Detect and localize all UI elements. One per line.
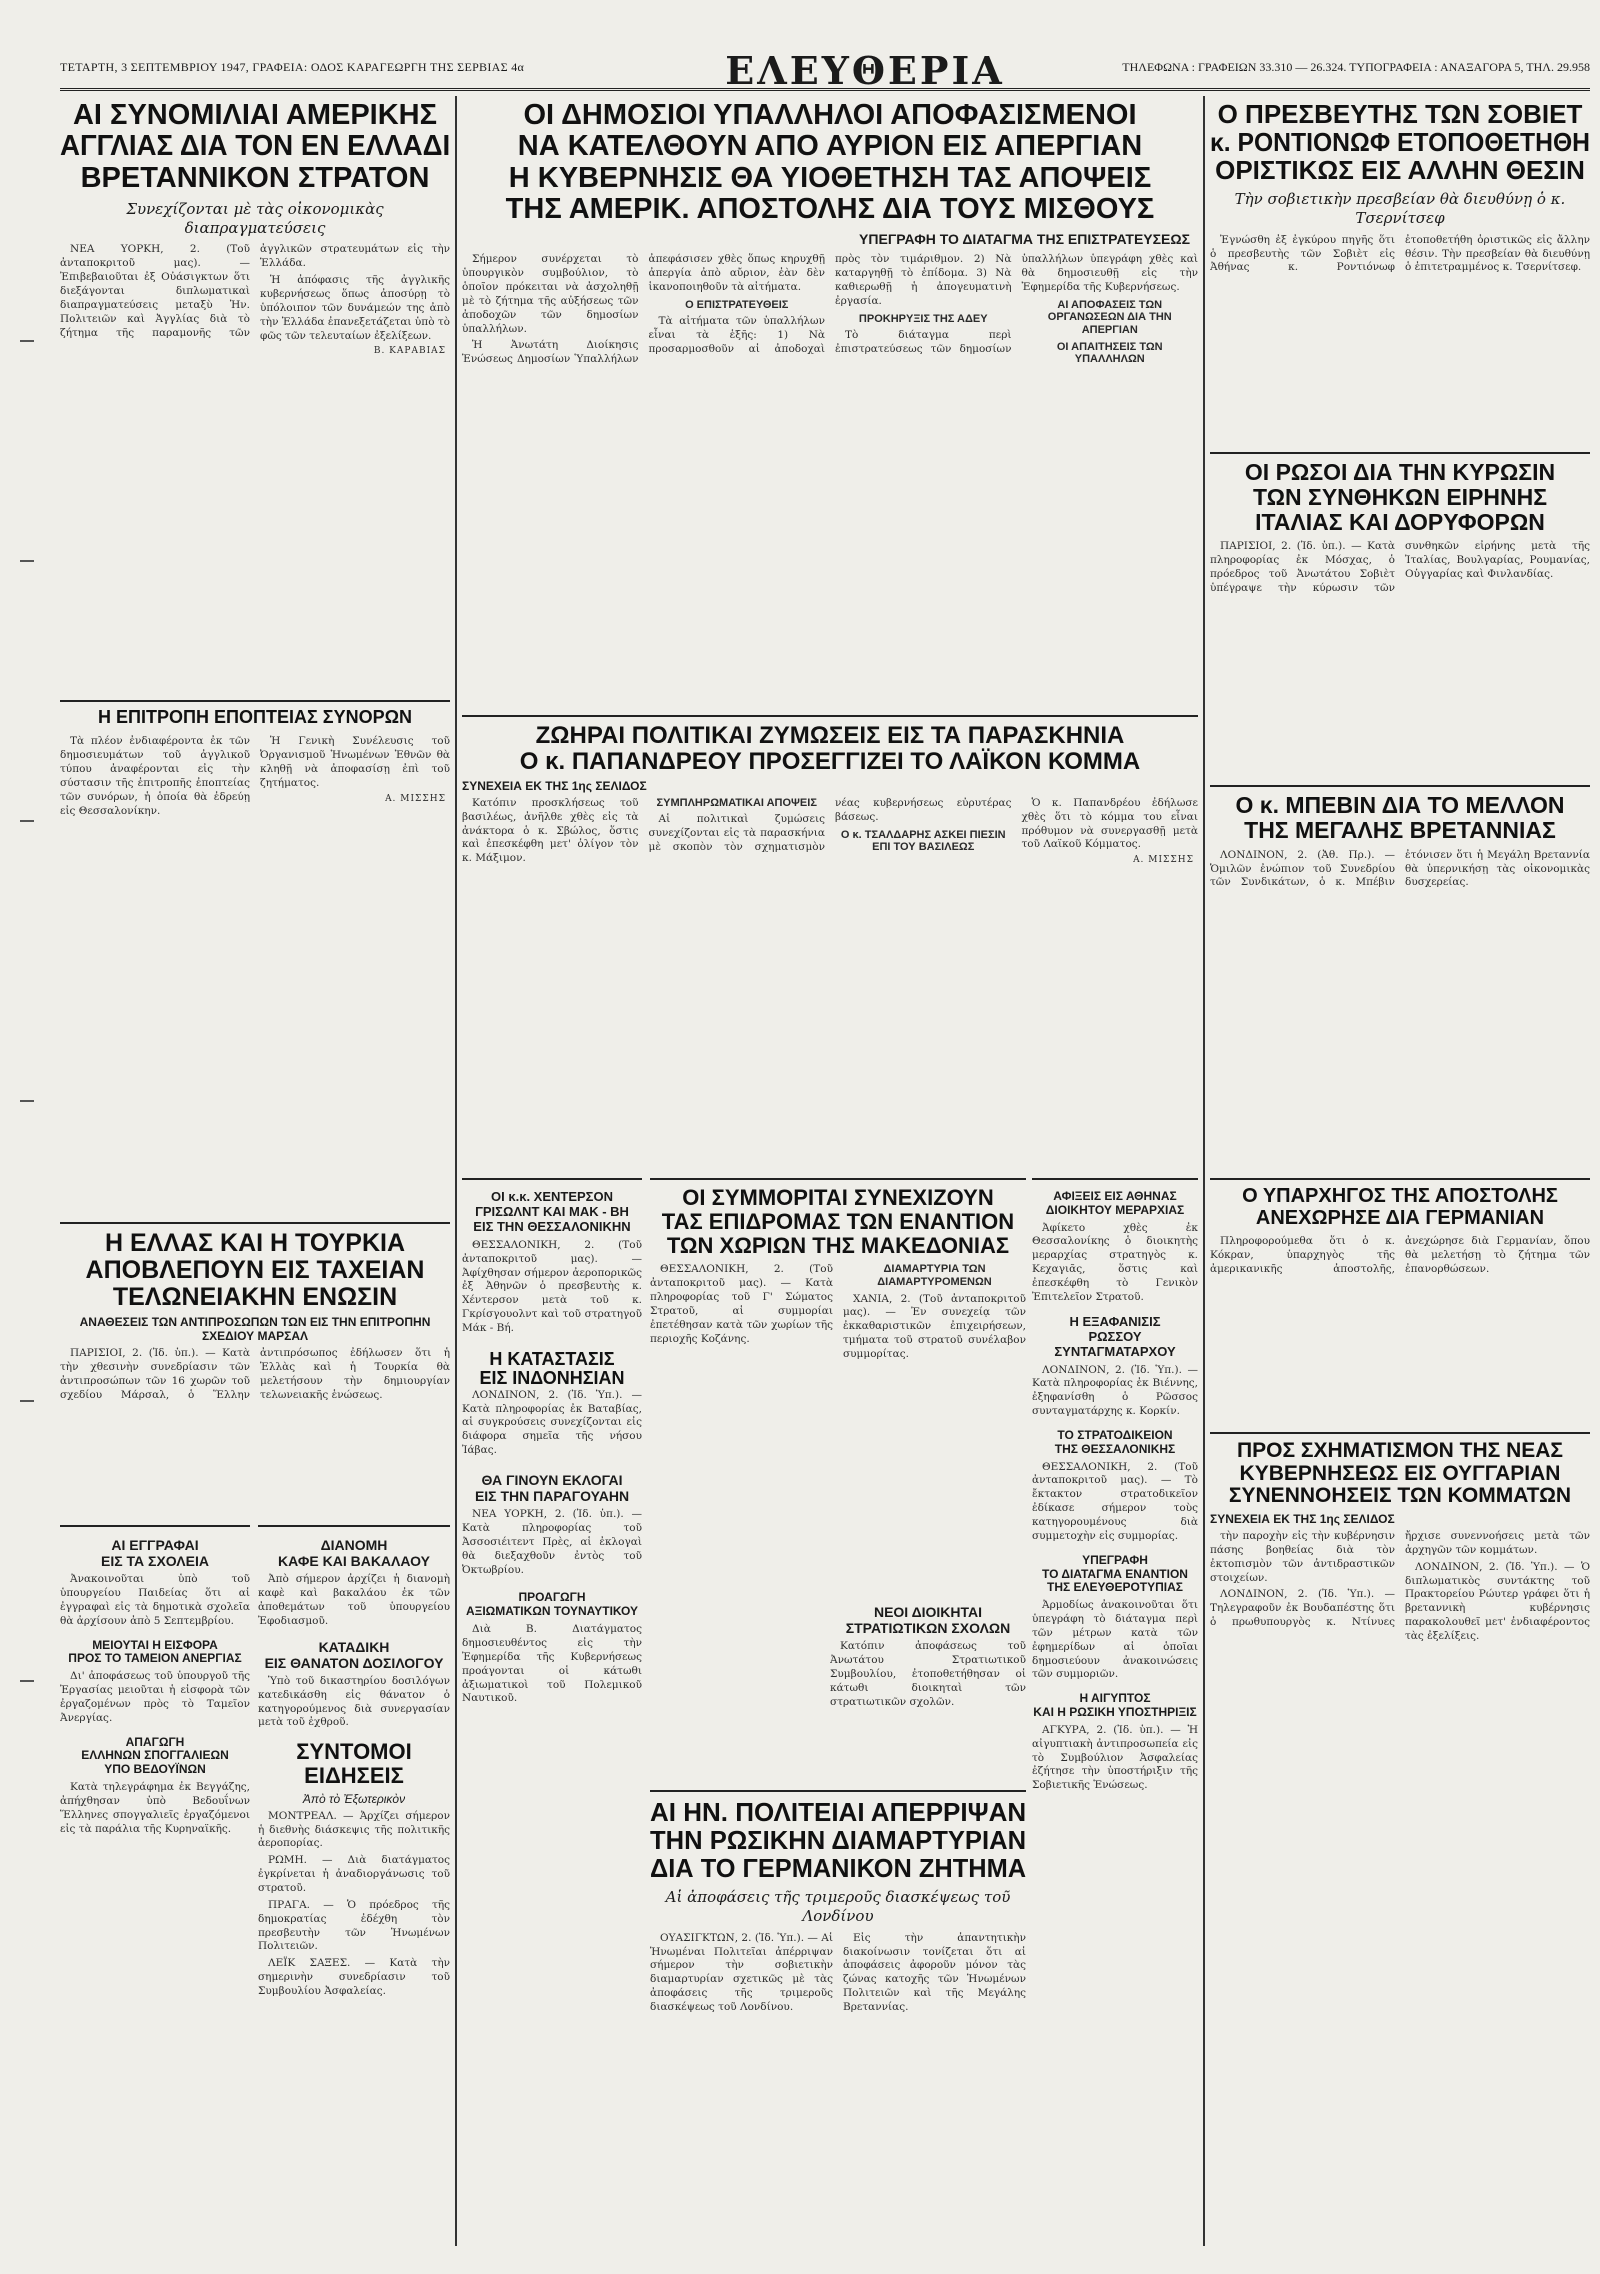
article-body: Ἀρμοδίως ἀνακοινοῦται ὅτι ὑπεγράφη τὸ διάταγμα περὶ τῶν μέτρων κατὰ τῶν ἐφημερίδων αἱ ὁποῖαι δημοσιεύουν ἀνακοινώσεις τῶν συμμοριῶν.	[1032, 1599, 1198, 1681]
headline: Η ΕΞΑΦΑΝΙΣΙΣ ΡΩΣΣΟΥ ΣΥΝΤΑΓΜΑΤΑΡΧΟΥ	[1054, 1313, 1176, 1359]
headline: ΣΥΝΤΟΜΟΙ ΕΙΔΗΣΕΙΣ	[296, 1739, 412, 1788]
article-body: ΛΟΝΔΙΝΟΝ, 2. (Ἰδ. Ὑπ.). — Κατὰ πληροφορίας ἐκ Βιέννης, ἐξηφανίσθη ὁ Ρῶσσος συνταγματάρχης κ. Κορκίν.	[1032, 1363, 1198, 1418]
article-body: Ἀφίκετο χθὲς ἐκ Θεσσαλονίκης ὁ διοικητὴς μεραρχίας στρατηγὸς κ. Κεχαγιᾶς, ὅστις καὶ ἐπεσκέφθη τὸ Γενικὸν Ἐπιτελεῖον Στρατοῦ.	[1032, 1221, 1198, 1303]
article-body: Ἐγνώσθη ἐξ ἐγκύρου πηγῆς ὅτι ὁ πρεσβευτὴς τῶν Σοβιὲτ εἰς Ἀθήνας κ. Ροντιόνωφ ἐτοποθετήθη ὁριστικῶς εἰς ἄλλην θέσιν. Τὴν πρεσβείαν θὰ διευθύνῃ ὁ ἐπιτετραμμένος κ. Τσερνίτσεφ.	[1210, 233, 1590, 274]
newspaper-title: ΕΛΕΥΘΕΡΙΑ	[725, 48, 1005, 93]
deck: ΣΥΝΕΧΕΙΑ ΕΚ ΤΗΣ 1ης ΣΕΛΙΔΟΣ	[1210, 1512, 1395, 1527]
article-new-school-commanders	[830, 1600, 1026, 1780]
article-body: ΠΑΡΙΣΙΟΙ, 2. (Ἰδ. ὑπ.). — Κατὰ πληροφορίας ἐκ Μόσχας, ὁ πρόεδρος τοῦ Ἀνωτάτου Σοβιὲτ ὑπέγραψε τὴν κύρωσιν τῶν συνθηκῶν εἰρήνης μετὰ τῆς Ἰταλίας, Βουλγαρίας, Ρουμανίας, Οὑγγαρίας καὶ Φινλανδίας.	[1210, 540, 1590, 595]
article-body: ΝΕΑ ΥΟΡΚΗ, 2. (Τοῦ ἀνταποκριτοῦ μας). — Ἐπιβεβαιοῦται ἐξ Οὐάσιγκτων ὅτι διεξάγονται διπλωματικαὶ διαπραγματεύσεις μεταξὺ Ἡν. Πολιτειῶν καὶ Ἀγγλίας διὰ τὸ ζήτημα τῆς παραμονῆς τῶν ἀγγλικῶν στρατευμάτων εἰς τὴν Ἑλλάδα. Ἡ ἀπόφασις τῆς ἀγγλικῆς κυβερνήσεως ὅπως ἀποσύρῃ τὸ ὑπόλοιπον τῶν δυνάμεών της ἀπὸ τὴν Ἑλλάδα ἐπανεξετάζεται ὑπὸ τὸ φῶς τῶν τελευταίων ἐξελίξεων. Β. ΚΑΡΑΒΙΑΣ	[60, 243, 450, 357]
headline: ΑΙ ΕΓΓΡΑΦΑΙ ΕΙΣ ΤΑ ΣΧΟΛΕΙΑ	[101, 1537, 209, 1570]
article-hungary-government	[1210, 1432, 1590, 2254]
headline: ΤΟ ΣΤΡΑΤΟΔΙΚΕΙΟΝ ΤΗΣ ΘΕΣΣΑΛΟΝΙΚΗΣ	[1054, 1428, 1176, 1456]
column-rule	[455, 96, 457, 2246]
subheadline: Αἱ ἀποφάσεις τῆς τριμεροῦς διασκέψεως τοῦ Λονδίνου	[665, 1888, 1011, 1925]
headline: ΝΕΟΙ ΔΙΟΙΚΗΤΑΙ ΣΤΡΑΤΙΩΤΙΚΩΝ ΣΧΟΛΩΝ	[845, 1604, 1011, 1637]
article-us-rejected-russian-protest	[650, 1790, 1026, 2254]
headline: ΘΑ ΓΙΝΟΥΝ ΕΚΛΟΓΑΙ ΕΙΣ ΤΗΝ ΠΑΡΑΓΟΥΑΗΝ	[474, 1472, 630, 1505]
byline: Α. ΜΙΣΣΗΣ	[1133, 855, 1194, 866]
article-american-british-talks	[60, 100, 450, 700]
article-body: Σήμερον συνέρχεται τὸ ὑπουργικὸν συμβούλιον, τὸ ὁποῖον πρόκειται νὰ ἀσχοληθῇ μὲ τὸ ζήτημα τῆς αὐξήσεως τῶν ἀποδοχῶν τῶν δημοσίων ὑπαλλήλων. Ἡ Ἀνωτάτη Διοίκησις Ἑνώσεως Δημοσίων Ὑπαλλήλων ἀπεφάσισεν χθὲς ὅπως κηρυχθῇ ἀπεργία ἀπὸ αὔριον, ἐὰν δὲν ἱκανοποιηθοῦν τὰ αἰτήματα. Ο ΕΠΙΣΤΡΑΤΕΥΘΕΙΣ Τὰ αἰτήματα τῶν ὑπαλλήλων εἶναι τὰ ἑξῆς: 1) Νὰ προσαρμοσθοῦν αἱ ἀποδοχαὶ πρὸς τὸν τιμάριθμον. 2) Νὰ καταργηθῇ τὸ ἐπίδομα. 3) Νὰ καθιερωθῇ ἡ ἀπογευματινὴ ἐργασία. ΠΡΟΚΗΡΥΞΙΣ ΤΗΣ ΑΔΕΥ Τὸ διάταγμα περὶ ἐπιστρατεύσεως τῶν δημοσίων ὑπαλλήλων ὑπεγράφη χθὲς καὶ θὰ δημοσιευθῇ εἰς τὴν Ἐφημερίδα τῆς Κυβερνήσεως. ΑΙ ΑΠΟΦΑΣΕΙΣ ΤΩΝ ΟΡΓΑΝΩΣΕΩΝ ΔΙΑ ΤΗΝ ΑΠΕΡΓΙΑΝ ΟΙ ΑΠΑΙΤΗΣΕΙΣ ΤΩΝ ΥΠΑΛΛΗΛΩΝ	[462, 253, 1198, 366]
column-rule	[1203, 96, 1205, 2246]
binding-margin	[6, 300, 46, 1900]
article-body: ΘΕΣΣΑΛΟΝΙΚΗ, 2. (Τοῦ ἀνταποκριτοῦ μας). — Τὸ ἔκτακτον στρατοδικεῖον ἐδίκασε σήμερον τοὺς κατηγορουμένους διὰ συμμετοχὴν εἰς συμμορίας.	[1032, 1460, 1198, 1542]
headline: Ο κ. ΜΠΕΒΙΝ ΔΙΑ ΤΟ ΜΕΛΛΟΝ ΤΗΣ ΜΕΓΑΛΗΣ ΒΡΕΤΑΝΝΙΑΣ	[1235, 792, 1565, 843]
headline: ΟΙ κ.κ. ΧΕΝΤΕΡΣΟΝ ΓΡΙΣΩΛΝΤ ΚΑΙ ΜΑΚ - ΒΗ ΕΙΣ ΤΗΝ ΘΕΣΣΑΛΟΝΙΚΗΝ	[473, 1189, 631, 1234]
article-body: Δι' ἀποφάσεως τοῦ ὑπουργοῦ τῆς Ἐργασίας μειοῦται ἡ εἰσφορὰ τῶν ἐργαζομένων πρὸς τὸ Ταμεῖον Ἀνεργίας.	[60, 1670, 250, 1724]
headline: ΠΡΟΣ ΣΧΗΜΑΤΙΣΜΟΝ ΤΗΣ ΝΕΑΣ ΚΥΒΕΡΝΗΣΕΩΣ ΕΙΣ ΟΥΓΓΑΡΙΑΝ ΣΥΝΕΝΝΟΗΣΕΙΣ ΤΩΝ ΚΟΜΜΑΤΩΝ	[1228, 1439, 1572, 1508]
headline: Η ΕΛΛΑΣ ΚΑΙ Η ΤΟΥΡΚΙΑ ΑΠΟΒΛΕΠΟΥΝ ΕΙΣ ΤΑΧΕΙΑΝ ΤΕΛΩΝΕΙΑΚΗΝ ΕΝΩΣΙΝ	[85, 1229, 425, 1311]
headline: Η ΕΠΙΤΡΟΠΗ ΕΠΟΠΤΕΙΑΣ ΣΥΝΟΡΩΝ	[97, 707, 413, 727]
article-greece-turkey-customs	[60, 1222, 450, 1530]
article-body: Ἀνακοινοῦται ὑπὸ τοῦ ὑπουργείου Παιδείας ὅτι αἱ ἐγγραφαὶ εἰς τὰ δημοτικὰ σχολεῖα θὰ ἀρχίσουν ἀπὸ 5 Σεπτεμβρίου.	[60, 1573, 250, 1627]
headline: ΖΩΗΡΑΙ ΠΟΛΙΤΙΚΑΙ ΖΥΜΩΣΕΙΣ ΕΙΣ ΤΑ ΠΑΡΑΣΚΗΝΙΑ Ο κ. ΠΑΠΑΝΔΡΕΟΥ ΠΡΟΣΕΓΓΙΖΕΙ ΤΟ ΛΑΪΚΟΝ ΚΟΜΜΑ	[519, 722, 1141, 775]
article-body: ΛΟΝΔΙΝΟΝ, 2. (Ἀθ. Πρ.). — Ὁμιλῶν ἐνώπιον τοῦ Συνεδρίου τῶν Συνδικάτων, ὁ κ. Μπέβιν ἐτόνισεν ὅτι ἡ Μεγάλη Βρεταννία θὰ ὑπερνικήσῃ τὰς οἰκονομικὰς δυσχερείας.	[1210, 848, 1590, 889]
subheadline: Συνεχίζονται μὲ τὰς οἰκονομικὰς διαπραγματεύσεις	[126, 199, 384, 237]
article-bandits-macedonia	[650, 1178, 1026, 1606]
subheadline: Τὴν σοβιετικὴν πρεσβείαν θὰ διευθύνῃ ὁ κ. Τσερνίτσεφ	[1234, 190, 1566, 227]
masthead-phones: ΤΗΛΕΦΩΝΑ : ΓΡΑΦΕΙΩΝ 33.310 — 26.324. ΤΥΠΟΓΡΑΦΕΙΑ : ΑΝΑΞΑΓΟΡΑ 5, ΤΗΛ. 29.958	[1122, 60, 1590, 74]
article-body: ΛΟΝΔΙΝΟΝ, 2. (Ἰδ. Ὑπ.). — Κατὰ πληροφορίας ἐκ Βαταβίας, αἱ συγκρούσεις συνεχίζονται εἰς διάφορα σημεῖα τῆς νήσου Ἰάβας.	[462, 1388, 642, 1457]
article-body: Κατόπιν ἀποφάσεως τοῦ Ἀνωτάτου Στρατιωτικοῦ Συμβουλίου, ἐτοποθετήθησαν οἱ κάτωθι διοικηταὶ τῶν στρατιωτικῶν σχολῶν.	[830, 1640, 1026, 1708]
headline: Η ΚΑΤΑΣΤΑΣΙΣ ΕΙΣ ΙΝΔΟΝΗΣΙΑΝ	[479, 1348, 625, 1389]
article-body: ΘΕΣΣΑΛΟΝΙΚΗ, 2. (Τοῦ ἀνταποκριτοῦ μας). — Ἀφίχθησαν σήμερον ἀεροπορικῶς ἐξ Ἀθηνῶν ὁ πρεσβευτὴς κ. Χέντερσον μετὰ τοῦ κ. Γκρίσγουολντ καὶ τοῦ στρατηγοῦ Μάκ - Βή.	[462, 1238, 642, 1334]
article-body: Τὰ πλέον ἐνδιαφέροντα ἐκ τῶν δημοσιευμάτων τοῦ ἀγγλικοῦ τύπου ἀναφέρονται εἰς τὴν σύστασιν τῆς ἐπιτροπῆς ἐποπτείας τῶν συνόρων, ἡ ὁποία θὰ ἐδρεύῃ εἰς Θεσσαλονίκην. Ἡ Γενικὴ Συνέλευσις τοῦ Ὀργανισμοῦ Ἡνωμένων Ἐθνῶν θὰ κληθῇ νὰ ἀποφασίσῃ ἐπὶ τοῦ ζητήματος. Α. ΜΙΣΣΗΣ	[60, 735, 450, 817]
headline: ΔΙΑΝΟΜΗ ΚΑΦΕ ΚΑΙ ΒΑΚΑΛΑΟΥ	[278, 1537, 430, 1570]
deck: ΥΠΕΓΡΑΦΗ ΤΟ ΔΙΑΤΑΓΜΑ ΤΗΣ ΕΠΙΣΤΡΑΤΕΥΣΕΩΣ	[859, 231, 1190, 248]
headline: ΚΑΤΑΔΙΚΗ ΕΙΣ ΘΑΝΑΤΟΝ ΔΟΣΙΛΟΓΟΥ	[264, 1638, 444, 1671]
masthead	[60, 48, 1590, 91]
article-body: ΠΑΡΙΣΙΟΙ, 2. (Ἰδ. ὑπ.). — Κατὰ τὴν χθεσινὴν συνεδρίασιν τῶν ἀντιπροσώπων τῶν 16 χωρῶν τοῦ σχεδίου Μάρσαλ, ὁ Ἕλλην ἀντιπρόσωπος ἐδήλωσεν ὅτι ἡ Ἑλλὰς καὶ ἡ Τουρκία θὰ μελετήσουν τὴν δημιουργίαν τελωνειακῆς ἑνώσεως.	[60, 1347, 450, 1401]
headline: Ο ΠΡΕΣΒΕΥΤΗΣ ΤΩΝ ΣΟΒΙΕΤ κ. ΡΟΝΤΙΟΝΩΦ ΕΤΟΠΟΘΕΤΗΘΗ ΟΡΙΣΤΙΚΩΣ ΕΙΣ ΑΛΛΗΝ ΘΕΣΙΝ	[1210, 100, 1590, 186]
article-body: ΟΥΑΣΙΓΚΤΩΝ, 2. (Ἰδ. Ὑπ.). — Αἱ Ἡνωμέναι Πολιτεῖαι ἀπέρριψαν σήμερον τὴν σοβιετικὴν διαμαρτυρίαν σχετικῶς μὲ τὰς ἀποφάσεις τῆς τριμεροῦς διασκέψεως τοῦ Λονδίνου. Εἰς τὴν ἀπαντητικὴν διακοίνωσιν τονίζεται ὅτι αἱ ἀποφάσεις ἀφοροῦν μόνον τὰς ζώνας κατοχῆς τῶν Ἡνωμένων Πολιτειῶν καὶ τῆς Μεγάλης Βρεταννίας.	[650, 1931, 1026, 2014]
article-body: Ἀπὸ σήμερον ἀρχίζει ἡ διανομὴ καφὲ καὶ βακαλάου ἐκ τῶν ἀποθεμάτων τοῦ ὑπουργείου Ἐφοδιασμοῦ.	[258, 1573, 450, 1627]
deck: ΣΥΝΕΧΕΙΑ ΕΚ ΤΗΣ 1ης ΣΕΛΙΔΟΣ	[462, 778, 647, 793]
masthead-date-address: ΤΕΤΑΡΤΗ, 3 ΣΕΠΤΕΜΒΡΙΟΥ 1947, ΓΡΑΦΕΙΑ: ΟΔΟΣ ΚΑΡΑΓΕΩΡΓΗ ΤΗΣ ΣΕΡΒΙΑΣ 4α	[60, 60, 525, 74]
article-deputy-chief-germany	[1210, 1178, 1590, 1436]
article-bevin-future-britain	[1210, 785, 1590, 1183]
headline: ΜΕΙΟΥΤΑΙ Η ΕΙΣΦΟΡΑ ΠΡΟΣ ΤΟ ΤΑΜΕΙΟΝ ΑΝΕΡΓΙΑΣ	[68, 1637, 242, 1666]
article-body: ΑΓΚΥΡΑ, 2. (Ἰδ. ὑπ.). — Ἡ αἰγυπτιακὴ ἀντιπροσωπεία εἰς τὸ Συμβούλιον Ἀσφαλείας ἐζήτησε τὴν ὑποστήριξιν τῆς Σοβιετικῆς Ἑνώσεως.	[1032, 1723, 1198, 1792]
headline: ΟΙ ΔΗΜΟΣΙΟΙ ΥΠΑΛΛΗΛΟΙ ΑΠΟΦΑΣΙΣΜΕΝΟΙ ΝΑ ΚΑΤΕΛΘΟΥΝ ΑΠΟ ΑΥΡΙΟΝ ΕΙΣ ΑΠΕΡΓΙΑΝ Η ΚΥΒΕΡΝΗΣΙΣ ΘΑ ΥΙΟΘΕΤΗΣΗ ΤΑΣ ΑΠΟΨΕΙΣ ΤΗΣ ΑΜΕΡΙΚ. ΑΠΟΣΤΟΛΗΣ ΔΙΑ ΤΟΥΣ ΜΙΣΘΟΥΣ	[505, 100, 1155, 225]
headline: ΥΠΕΓΡΑΦΗ ΤΟ ΔΙΑΤΑΓΜΑ ΕΝΑΝΤΙΟΝ ΤΗΣ ΕΛΕΥΘΕΡΟΤΥΠΙΑΣ	[1042, 1552, 1188, 1595]
article-body: Κατόπιν προσκλήσεως τοῦ βασιλέως, ἀνῆλθε χθὲς εἰς τὰ ἀνάκτορα ὁ κ. Σβώλος, ὅστις καὶ ἐπεσκέφθη μετ' ὀλίγον τὸν κ. Μάξιμον. ΣΥΜΠΛΗΡΩΜΑΤΙΚΑΙ ΑΠΟΨΕΙΣ Αἱ πολιτικαὶ ζυμώσεις συνεχίζονται εἰς τὰ παρασκήνια μὲ σκοπὸν τὸν σχηματισμὸν νέας κυβερνήσεως εὐρυτέρας βάσεως. Ο κ. ΤΣΑΛΔΑΡΗΣ ΑΣΚΕΙ ΠΙΕΣΙΝ ΕΠΙ ΤΟΥ ΒΑΣΙΛΕΩΣ Ὁ κ. Παπανδρέου ἐδήλωσε χθὲς ὅτι τὸ κόμμα του εἶναι πρόθυμον νὰ συνεργασθῇ μετὰ τοῦ Λαϊκοῦ Κόμματος. Α. ΜΙΣΣΗΣ	[462, 796, 1198, 866]
article-body: Πληροφορούμεθα ὅτι ὁ κ. Κόκραν, ὑπαρχηγὸς τῆς ἀμερικανικῆς ἀποστολῆς, ἀνεχώρησε διὰ Γερμανίαν, ὅπου θὰ μελετήσῃ τὸ ζήτημα τῶν ἐπανορθώσεων.	[1210, 1235, 1590, 1275]
article-russians-peace-treaties	[1210, 452, 1590, 790]
headline: ΑΠΑΓΩΓΗ ΕΛΛΗΝΩΝ ΣΠΟΓΓΑΛΙΕΩΝ ΥΠΟ ΒΕΔΟΥΪΝΩΝ	[81, 1734, 229, 1777]
center-right-briefs	[1032, 1178, 1198, 2254]
article-body: τὴν παροχὴν εἰς τὴν κυβέρνησιν πάσης βοηθείας διὰ τὸν ἐκτοπισμὸν τῶν ἀντιδραστικῶν στοιχείων. ΛΟΝΔΙΝΟΝ, 2. (Ἰδ. Ὑπ.). — Τηλεγραφοῦν ἐκ Βουδαπέστης ὅτι ὁ πρωθυπουργὸς κ. Ντίνυες ἤρχισε συνεννοήσεις μετὰ τῶν ἀρχηγῶν τῶν κομμάτων. ΛΟΝΔΙΝΟΝ, 2. (Ἰδ. Ὑπ.). — Ὁ διπλωματικὸς συντάκτης τοῦ Πρακτορείου Ρώυτερ γράφει ὅτι ἡ βρεταννικὴ κυβέρνησις παρακολουθεῖ μετ' ἐνδιαφέροντος τὰς ἐξελίξεις.	[1210, 1530, 1590, 1643]
headline: Ο ΥΠΑΡΧΗΓΟΣ ΤΗΣ ΑΠΟΣΤΟΛΗΣ ΑΝΕΧΩΡΗΣΕ ΔΙΑ ΓΕΡΜΑΝΙΑΝ	[1242, 1185, 1558, 1229]
article-civil-servants-strike	[462, 100, 1198, 712]
headline: ΑΙ ΗΝ. ΠΟΛΙΤΕΙΑΙ ΑΠΕΡΡΙΨΑΝ ΤΗΝ ΡΩΣΙΚΗΝ ΔΙΑΜΑΡΤΥΡΙΑΝ ΔΙΑ ΤΟ ΓΕΡΜΑΝΙΚΟΝ ΖΗΤΗΜΑ	[650, 1797, 1026, 1884]
headline: ΑΦΙΞΕΙΣ ΕΙΣ ΑΘΗΝΑΣ ΔΙΟΙΚΗΤΟΥ ΜΕΡΑΡΧΙΑΣ	[1045, 1189, 1185, 1217]
headline: ΠΡΟΑΓΩΓΗ ΑΞΙΩΜΑΤΙΚΩΝ ΤΟΥΝΑΥΤΙΚΟΥ	[465, 1590, 639, 1619]
article-body: ΝΕΑ ΥΟΡΚΗ, 2. (Ἰδ. ὑπ.). — Κατὰ πληροφορίας τοῦ Ἀσσοσιέιτεντ Πρὲς, αἱ ἐκλογαὶ θὰ διεξαχθοῦν ἐντὸς τοῦ Ὀκτωβρίου.	[462, 1508, 642, 1576]
byline: Β. ΚΑΡΑΒΙΑΣ	[373, 346, 446, 357]
left-briefs-column-2	[258, 1525, 450, 2253]
article-body: Διὰ Β. Διατάγματος δημοσιευθέντος εἰς τὴν Ἐφημερίδα τῆς Κυβερνήσεως προάγονται οἱ κάτωθι ἀξιωματικοὶ τοῦ Πολεμικοῦ Ναυτικοῦ.	[462, 1623, 642, 1705]
article-body: Ὑπὸ τοῦ δικαστηρίου δοσιλόγων κατεδικάσθη εἰς θάνατον ὁ κατηγορούμενος διὰ συνεργασίαν μετὰ τοῦ ἐχθροῦ.	[258, 1674, 450, 1729]
article-soviet-ambassador	[1210, 100, 1590, 450]
article-body: Κατὰ τηλεγράφημα ἐκ Βεγγάζης, ἀπήχθησαν ὑπὸ Βεδουΐνων Ἕλληνες σπογγαλιεῖς ἐργαζόμενοι εἰς τὰ παράλια τῆς Κυρηναϊκῆς.	[60, 1781, 250, 1835]
headline: Η ΑΙΓΥΠΤΟΣ ΚΑΙ Η ΡΩΣΙΚΗ ΥΠΟΣΤΗΡΙΞΙΣ	[1033, 1691, 1197, 1720]
article-body: ΜΟΝΤΡΕΑΛ. — Ἀρχίζει σήμερον ἡ διεθνὴς διάσκεψις τῆς πολιτικῆς ἀεροπορίας. ΡΩΜΗ. — Διὰ διατάγματος ἐγκρίνεται ἡ ἀναδιοργάνωσις τοῦ στρατοῦ. ΠΡΑΓΑ. — Ὁ πρόεδρος τῆς δημοκρατίας ἐδέχθη τὸν πρεσβευτὴν τῶν Ἡνωμένων Πολιτειῶν. ΛΕΪΚ ΣΑΞΕΣ. — Κατὰ τὴν σημερινὴν συνεδρίασιν τοῦ Συμβουλίου Ἀσφαλείας.	[258, 1809, 450, 1998]
headline: ΟΙ ΣΥΜΜΟΡΙΤΑΙ ΣΥΝΕΧΙΖΟΥΝ ΤΑΣ ΕΠΙΔΡΟΜΑΣ ΤΩΝ ΕΝΑΝΤΙΟΝ ΤΩΝ ΧΩΡΙΩΝ ΤΗΣ ΜΑΚΕΔΟΝΙΑΣ	[661, 1185, 1015, 1258]
deck: Ἀπὸ τὸ Ἐξωτερικὸν	[302, 1791, 406, 1806]
article-border-commission	[60, 700, 450, 1228]
deck: ΑΝΑΘΕΣΕΙΣ ΤΩΝ ΑΝΤΙΠΡΟΣΩΠΩΝ ΤΩΝ ΕΙΣ ΤΗΝ ΕΠΙΤΡΟΠΗΝ ΣΧΕΔΙΟΥ ΜΑΡΣΑΛ	[79, 1315, 431, 1343]
left-briefs-column	[60, 1525, 250, 2253]
headline: ΟΙ ΡΩΣΟΙ ΔΙΑ ΤΗΝ ΚΥΡΩΣΙΝ ΤΩΝ ΣΥΝΘΗΚΩΝ ΕΙΡΗΝΗΣ ΙΤΑΛΙΑΣ ΚΑΙ ΔΟΡΥΦΟΡΩΝ	[1244, 459, 1556, 535]
headline: ΑΙ ΣΥΝΟΜΙΛΙΑΙ ΑΜΕΡΙΚΗΣ ΑΓΓΛΙΑΣ ΔΙΑ ΤΟΝ ΕΝ ΕΛΛΑΔΙ ΒΡΕΤΑΝΝΙΚΟΝ ΣΤΡΑΤΟΝ	[60, 100, 450, 194]
center-left-briefs	[462, 1178, 642, 2254]
byline: Α. ΜΙΣΣΗΣ	[385, 793, 446, 804]
article-political-fermentations	[462, 715, 1198, 1183]
article-body: ΘΕΣΣΑΛΟΝΙΚΗ, 2. (Τοῦ ἀνταποκριτοῦ μας). — Κατὰ πληροφορίας τοῦ Γ' Σώματος Στρατοῦ, αἱ συμμορίαι ἐπετέθησαν κατὰ τῶν χωρίων τῆς περιοχῆς Κοζάνης. ΔΙΑΜΑΡΤΥΡΙΑ ΤΩΝ ΔΙΑΜΑΡΤΥΡΟΜΕΝΩΝ ΧΑΝΙΑ, 2. (Τοῦ ἀνταποκριτοῦ μας). — Ἐν συνεχείᾳ τῶν ἐκκαθαριστικῶν ἐπιχειρήσεων, τμήματα τοῦ στρατοῦ συνέλαβον συμμορίτας.	[650, 1263, 1026, 1360]
